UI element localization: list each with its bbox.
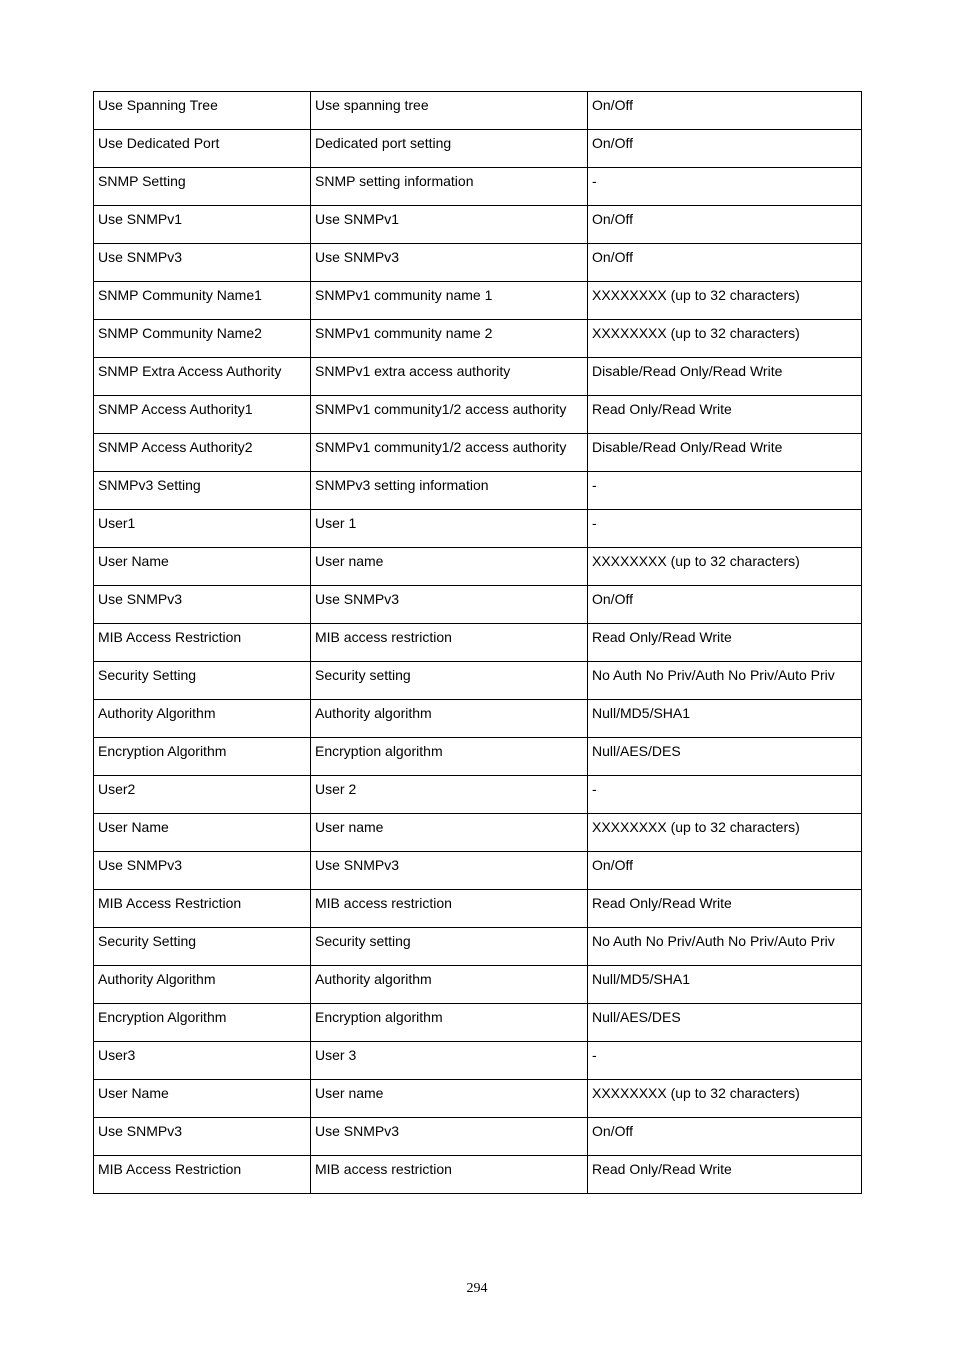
setting-name-cell: User Name [94,814,311,852]
setting-description-cell: User 1 [311,510,588,548]
table-row [94,92,862,130]
setting-value-cell: - [588,776,862,814]
setting-name-cell: Encryption Algorithm [94,1004,311,1042]
setting-value-cell: On/Off [588,130,862,168]
setting-description-cell: SNMPv1 community name 1 [311,282,588,320]
setting-name-cell: User1 [94,510,311,548]
table-row [94,548,862,586]
table-row [94,776,862,814]
setting-name-cell: MIB Access Restriction [94,890,311,928]
setting-value-cell: Read Only/Read Write [588,890,862,928]
setting-name-cell: MIB Access Restriction [94,624,311,662]
setting-name-cell: MIB Access Restriction [94,1156,311,1194]
table-row [94,1042,862,1080]
setting-description-cell: SNMPv1 community1/2 access authority [311,396,588,434]
setting-description-cell: SNMPv1 community name 2 [311,320,588,358]
setting-description-cell: User 2 [311,776,588,814]
setting-name-cell: Authority Algorithm [94,700,311,738]
setting-name-cell: User Name [94,1080,311,1118]
setting-name-cell: Security Setting [94,928,311,966]
setting-name-cell: User2 [94,776,311,814]
setting-description-cell: SNMP setting information [311,168,588,206]
setting-description-cell: Use SNMPv3 [311,244,588,282]
setting-value-cell: Read Only/Read Write [588,624,862,662]
setting-value-cell: - [588,1042,862,1080]
table-row [94,586,862,624]
setting-description-cell: User 3 [311,1042,588,1080]
setting-description-cell: Security setting [311,662,588,700]
setting-value-cell: No Auth No Priv/Auth No Priv/Auto Priv [588,928,862,966]
setting-name-cell: Security Setting [94,662,311,700]
setting-name-cell: Use Spanning Tree [94,92,311,130]
setting-description-cell: SNMPv3 setting information [311,472,588,510]
setting-description-cell: MIB access restriction [311,1156,588,1194]
setting-description-cell: SNMPv1 extra access authority [311,358,588,396]
setting-description-cell: Authority algorithm [311,700,588,738]
table-row [94,396,862,434]
setting-value-cell: XXXXXXXX (up to 32 characters) [588,814,862,852]
settings-table-body [94,92,862,1194]
table-row [94,510,862,548]
setting-value-cell: On/Off [588,206,862,244]
setting-name-cell: SNMP Access Authority2 [94,434,311,472]
setting-value-cell: Null/AES/DES [588,1004,862,1042]
setting-description-cell: MIB access restriction [311,890,588,928]
setting-value-cell: Read Only/Read Write [588,1156,862,1194]
table-row [94,890,862,928]
table-row [94,320,862,358]
setting-value-cell: XXXXXXXX (up to 32 characters) [588,1080,862,1118]
setting-value-cell: Disable/Read Only/Read Write [588,434,862,472]
table-row [94,966,862,1004]
setting-value-cell: On/Off [588,244,862,282]
table-row [94,1118,862,1156]
setting-name-cell: User3 [94,1042,311,1080]
setting-value-cell: - [588,510,862,548]
setting-value-cell: Null/AES/DES [588,738,862,776]
table-row [94,206,862,244]
setting-value-cell: - [588,472,862,510]
setting-name-cell: Use SNMPv3 [94,586,311,624]
setting-name-cell: SNMP Extra Access Authority [94,358,311,396]
setting-description-cell: Security setting [311,928,588,966]
setting-description-cell: SNMPv1 community1/2 access authority [311,434,588,472]
setting-value-cell: XXXXXXXX (up to 32 characters) [588,282,862,320]
setting-description-cell: Dedicated port setting [311,130,588,168]
table-row [94,738,862,776]
setting-description-cell: MIB access restriction [311,624,588,662]
setting-value-cell: Null/MD5/SHA1 [588,700,862,738]
setting-value-cell: On/Off [588,586,862,624]
setting-description-cell: Use SNMPv1 [311,206,588,244]
table-row [94,700,862,738]
setting-description-cell: Encryption algorithm [311,1004,588,1042]
setting-name-cell: SNMP Access Authority1 [94,396,311,434]
setting-value-cell: On/Off [588,92,862,130]
setting-name-cell: Use SNMPv1 [94,206,311,244]
table-row [94,1004,862,1042]
setting-name-cell: Use SNMPv3 [94,1118,311,1156]
setting-description-cell: Encryption algorithm [311,738,588,776]
setting-name-cell: SNMP Community Name1 [94,282,311,320]
settings-table [93,91,862,1194]
setting-value-cell: No Auth No Priv/Auth No Priv/Auto Priv [588,662,862,700]
setting-name-cell: User Name [94,548,311,586]
table-row [94,814,862,852]
setting-value-cell: Disable/Read Only/Read Write [588,358,862,396]
table-row [94,662,862,700]
table-row [94,852,862,890]
setting-value-cell: XXXXXXXX (up to 32 characters) [588,548,862,586]
setting-description-cell: Use SNMPv3 [311,1118,588,1156]
setting-description-cell: User name [311,814,588,852]
table-row [94,244,862,282]
setting-name-cell: Use SNMPv3 [94,852,311,890]
setting-value-cell: On/Off [588,852,862,890]
setting-description-cell: User name [311,548,588,586]
setting-name-cell: SNMP Setting [94,168,311,206]
setting-description-cell: Use spanning tree [311,92,588,130]
table-row [94,928,862,966]
table-row [94,1156,862,1194]
setting-value-cell: - [588,168,862,206]
setting-name-cell: SNMP Community Name2 [94,320,311,358]
table-row [94,130,862,168]
setting-value-cell: Null/MD5/SHA1 [588,966,862,1004]
setting-description-cell: Use SNMPv3 [311,852,588,890]
page-number: 294 [466,1281,488,1296]
setting-name-cell: Use SNMPv3 [94,244,311,282]
table-row [94,1080,862,1118]
setting-name-cell: Use Dedicated Port [94,130,311,168]
setting-value-cell: On/Off [588,1118,862,1156]
table-row [94,472,862,510]
table-row [94,434,862,472]
setting-name-cell: Authority Algorithm [94,966,311,1004]
table-row [94,282,862,320]
table-row [94,168,862,206]
setting-value-cell: XXXXXXXX (up to 32 characters) [588,320,862,358]
setting-name-cell: Encryption Algorithm [94,738,311,776]
setting-description-cell: User name [311,1080,588,1118]
setting-value-cell: Read Only/Read Write [588,396,862,434]
setting-description-cell: Use SNMPv3 [311,586,588,624]
table-row [94,624,862,662]
setting-name-cell: SNMPv3 Setting [94,472,311,510]
setting-description-cell: Authority algorithm [311,966,588,1004]
table-row [94,358,862,396]
